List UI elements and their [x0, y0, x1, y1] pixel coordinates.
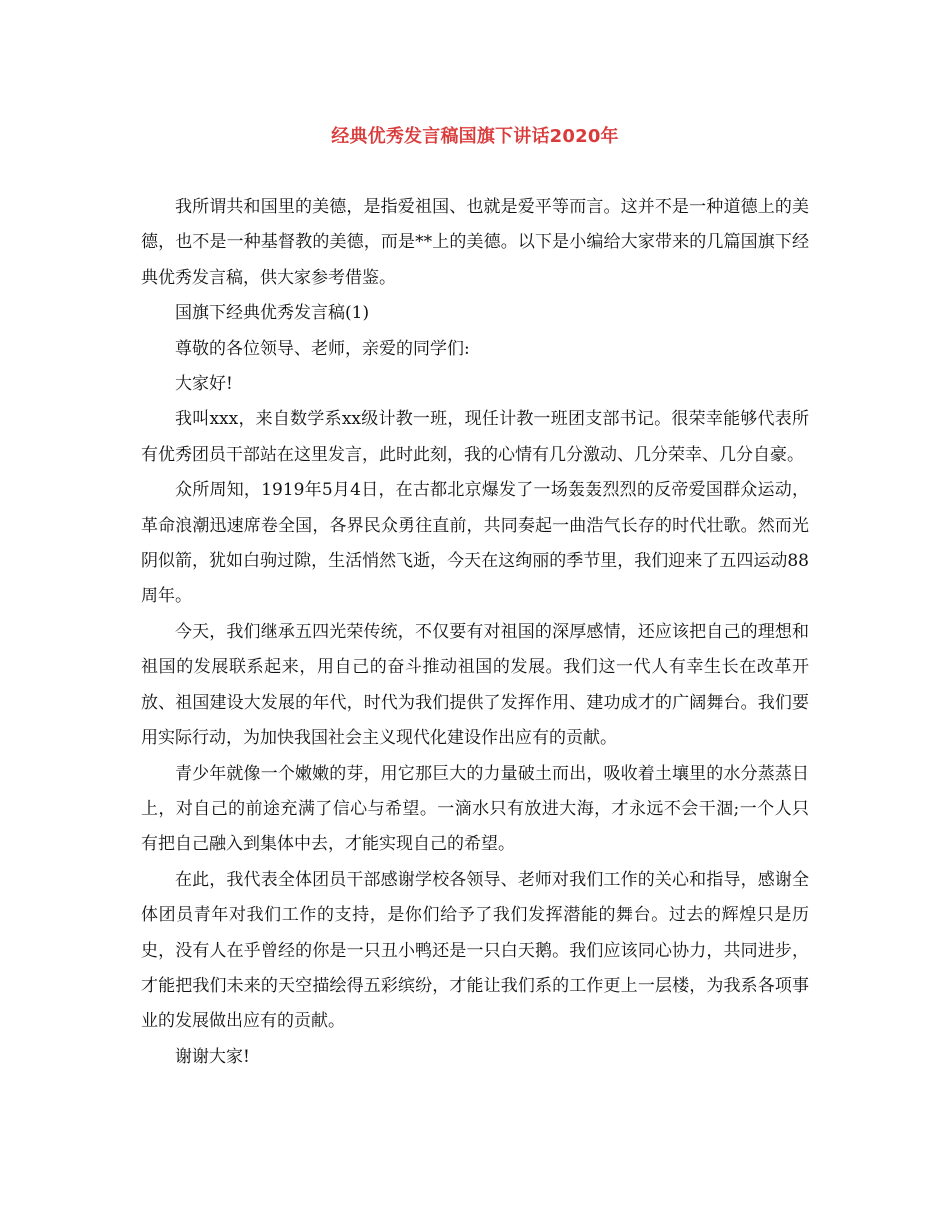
paragraph-may-fourth-history: 众所周知，1919年5月4日，在古都北京爆发了一场轰轰烈烈的反帝爱国群众运动，革命浪潮迅速席卷全国，各界民众勇往直前，共同奏起一曲浩气长存的时代壮歌。然而光阴似箭，犹如白驹过隙，生活悄然飞逝，今天在这绚丽的季节里，我们迎来了五四运动88周年。 [141, 480, 809, 607]
paragraph-youth-sprout: 青少年就像一个嫩嫩的芽，用它那巨大的力量破土而出，吸收着土壤里的水分蒸蒸日上，对自己的前途充满了信心与希望。一滴水只有放进大海，才永远不会干涸;一个人只有把自己融入到集体中去，才能实现自己的希望。 [141, 763, 809, 855]
paragraph-salutation: 尊敬的各位领导、老师，亲爱的同学们: [175, 338, 470, 359]
paragraph-greeting: 大家好! [175, 374, 233, 395]
paragraph-thanks-leaders: 在此，我代表全体团员干部感谢学校各领导、老师对我们工作的关心和指导，感谢全体团员青年对我们工作的支持，是你们给予了我们发挥潜能的舞台。过去的辉煌只是历史，没有人在乎曾经的你是一只丑小鸭还是一只白天鹅。我们应该同心协力，共同进步，才能把我们未来的天空描绘得五彩缤纷，才能让我们系的工作更上一层楼，为我系各项事业的发展做出应有的贡献。 [141, 869, 809, 1032]
paragraph-speech-heading: 国旗下经典优秀发言稿(1) [175, 303, 370, 324]
document-body [141, 190, 809, 1075]
document-title: 经典优秀发言稿国旗下讲话2020年 [331, 126, 619, 147]
paragraph-closing-thanks: 谢谢大家! [175, 1046, 250, 1067]
paragraph-inherit-tradition: 今天，我们继承五四光荣传统，不仅要有对祖国的深厚感情，还应该把自己的理想和祖国的发展联系起来，用自己的奋斗推动祖国的发展。我们这一代人有幸生长在改革开放、祖国建设大发展的年代，时代为我们提供了发挥作用、建功成才的广阔舞台。我们要用实际行动，为加快我国社会主义现代化建设作出应有的贡献。 [141, 621, 809, 749]
paragraph-intro: 我所谓共和国里的美德，是指爱祖国、也就是爱平等而言。这并不是一种道德上的美德，也不是一种基督教的美德，而是**上的美德。以下是小编给大家带来的几篇国旗下经典优秀发言稿，供大家参考借鉴。 [141, 197, 809, 288]
paragraph-self-introduction: 我叫xxx，来自数学系xx级计教一班，现任计教一班团支部书记。很荣幸能够代表所有优秀团员干部站在这里发言，此时此刻，我的心情有几分激动、几分荣幸、几分自豪。 [141, 409, 809, 465]
